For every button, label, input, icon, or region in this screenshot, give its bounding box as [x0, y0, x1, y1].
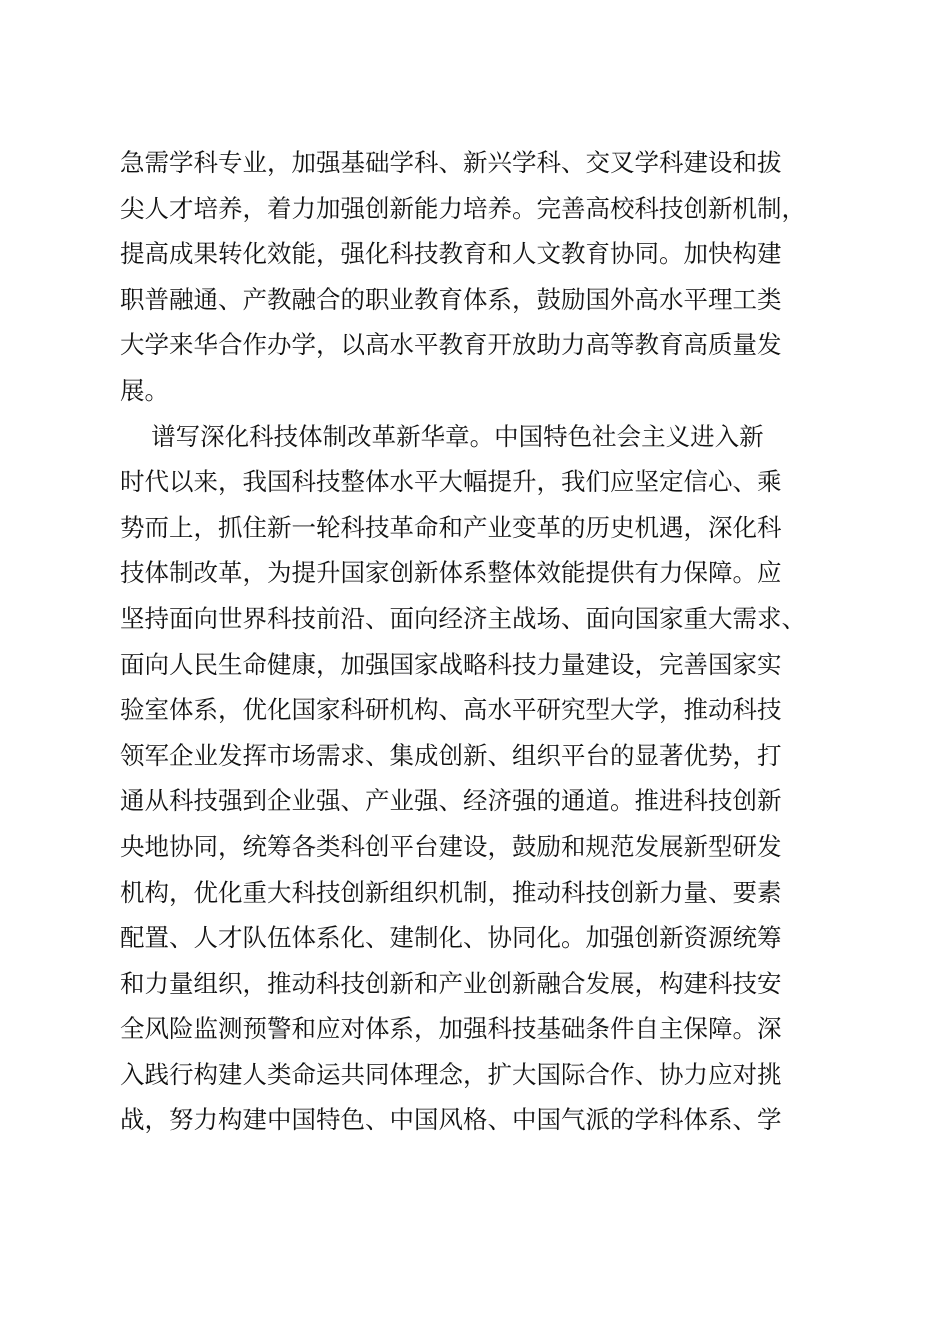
text-line: 急需学科专业，加强基础学科、新兴学科、交叉学科建设和拔	[120, 148, 782, 177]
text-line: 机构，优化重大科技创新组织机制，推动科技创新力量、要素	[120, 877, 782, 907]
text-line: 入践行构建人类命运共同体理念，扩大国际合作、协力应对挑	[120, 1059, 782, 1089]
paragraph-heading-line: 谱写深化科技体制改革新华章。中国特色社会主义进入新	[120, 421, 764, 451]
text-line: 提高成果转化效能，强化科技教育和人文教育协同。加快构建	[120, 239, 782, 269]
text-line: 职普融通、产教融合的职业教育体系，鼓励国外高水平理工类	[120, 284, 782, 314]
text-line: 央地协同，统筹各类科创平台建设，鼓励和规范发展新型研发	[120, 831, 782, 861]
text-line: 和力量组织，推动科技创新和产业创新融合发展，构建科技安	[120, 968, 782, 998]
text-line: 大学来华合作办学，以高水平教育开放助力高等教育高质量发	[120, 330, 782, 360]
text-line: 势而上，抓住新一轮科技革命和产业变革的历史机遇，深化科	[120, 512, 782, 542]
text-line: 通从科技强到企业强、产业强、经济强的通道。推进科技创新	[120, 786, 782, 816]
text-line: 面向人民生命健康，加强国家战略科技力量建设，完善国家实	[120, 649, 782, 679]
text-line: 领军企业发挥市场需求、集成创新、组织平台的显著优势，打	[120, 740, 782, 770]
text-line: 时代以来，我国科技整体水平大幅提升，我们应坚定信心、乘	[120, 467, 782, 497]
text-line: 技体制改革，为提升国家创新体系整体效能提供有力保障。应	[120, 558, 782, 588]
text-line: 尖人才培养，着力加强创新能力培养。完善高校科技创新机制，	[120, 193, 806, 223]
body-text	[120, 140, 840, 1143]
text-line: 展。	[120, 375, 169, 405]
text-line: 全风险监测预警和应对体系，加强科技基础条件自主保障。深	[120, 1014, 782, 1044]
text-line: 配置、人才队伍体系化、建制化、协同化。加强创新资源统筹	[120, 923, 782, 953]
text-line: 坚持面向世界科技前沿、面向经济主战场、面向国家重大需求、	[120, 603, 806, 633]
text-line: 验室体系，优化国家科研机构、高水平研究型大学，推动科技	[120, 695, 782, 725]
text-line: 战，努力构建中国特色、中国风格、中国气派的学科体系、学	[120, 1105, 782, 1135]
